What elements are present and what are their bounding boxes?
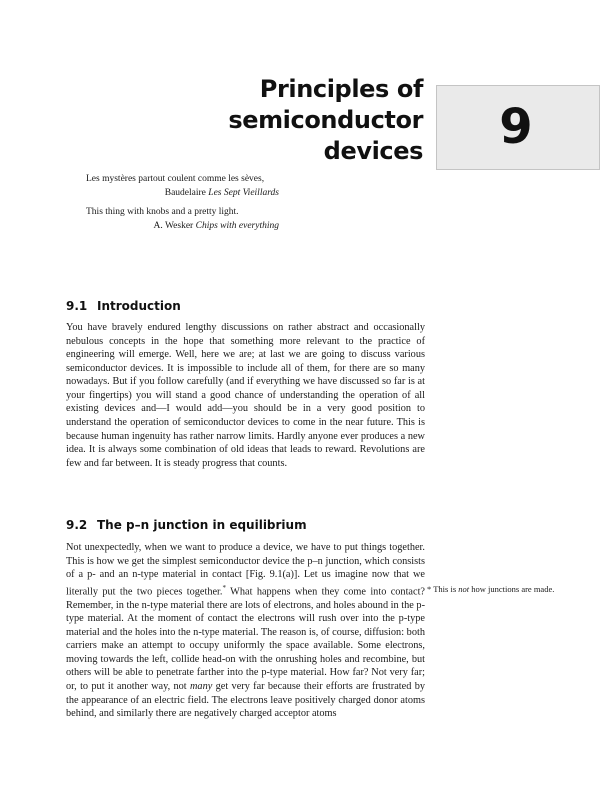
- epigraph-work: Chips with everything: [195, 220, 279, 231]
- epigraph-quote: Les mystères partout coulent comme les sèves,: [86, 174, 265, 184]
- epigraph-attribution: [86, 220, 279, 234]
- epigraph-author: A. Wesker: [153, 220, 194, 231]
- section-body-introduction: [66, 321, 425, 470]
- epigraph: [86, 206, 279, 233]
- section-title: The p–n junction in equilibrium: [97, 518, 307, 532]
- section-heading-introduction: [66, 298, 181, 314]
- epigraph-quote: This thing with knobs and a pretty light.: [86, 207, 239, 217]
- section-number: 9.2: [66, 518, 88, 532]
- paragraph-text: Not unexpectedly, when we want to produce a device, we have to put things together. This is how we get the simplest semiconductor device the p–n junction, which consists of a p- and an n-type material in contact [Fig. 9.1(a)]. Let us imagine now that we literally put the two pieces together.: [66, 542, 425, 598]
- paragraph-emphasis: many: [190, 681, 213, 693]
- section-heading-pn-junction: [66, 517, 307, 533]
- sidenote-emphasis: not: [458, 584, 470, 594]
- section-number: 9.1: [66, 299, 88, 313]
- sidenote-text: This is: [431, 584, 459, 594]
- sidenote: [427, 584, 554, 595]
- epigraphs: [86, 173, 279, 239]
- chapter-title: [66, 74, 423, 167]
- paragraph-text: get very far because their efforts are frustrated by the appearance of an electric field. The electrons leave positively charged donor atoms behind, and similarly there are negatively charged acceptor atoms: [66, 681, 425, 720]
- sidenote-marker: *: [427, 584, 432, 594]
- chapter-title-line-1: Principles of semiconductor: [228, 75, 423, 134]
- paragraph: [66, 541, 425, 721]
- paragraph: You have bravely endured lengthy discussions on rather abstract and occasionally nebulous concepts in the hope that something more relevant to the practice of engineering will emerge. Well, here we are; at last we are going to discuss various semiconductor devices. It is impossible to include all of them, for there are so many nowadays. But if you follow carefully (and if everything we have discussed so far is at your fingertips) you will stand a good chance of understanding the operation of all existing devices and—I would add—you should be in a very good position to understand the operation of semiconductor devices to come in the near future. This is because human ingenuity has rather narrow limits. Hardly anyone ever produces a new idea. It is always some combination of old ideas that leads to reward. Revolutions are few and far between. It is steady progress that counts.: [66, 322, 425, 469]
- epigraph-work: Les Sept Vieillards: [208, 187, 279, 198]
- epigraph-author: Baudelaire: [164, 187, 206, 198]
- chapter-title-line-2: devices: [323, 137, 423, 165]
- section-body-pn-junction: [66, 541, 425, 721]
- paragraph-text: What happens when they come into contact? Remember, in the n-type material there are lots of electrons, and holes abound in the p-type material. At the moment of contact the electrons will rush over into the p-type material and the holes into the n-type material. The reason is, of course, diffusion: both carriers make an attempt to occupy uniformly the space available. Some electrons, moving towards the left, collide head-on with the onrushing holes and recombine, but others will be able to penetrate farther into the p-type material. How far? Not very far; or, to put it another way, not: [66, 586, 426, 693]
- chapter-number: 9: [499, 99, 533, 155]
- epigraph: [86, 173, 279, 200]
- section-title: Introduction: [97, 299, 181, 313]
- sidenote-text: how junctions are made.: [469, 584, 555, 594]
- footnote-marker: *: [222, 583, 226, 592]
- epigraph-attribution: [86, 187, 279, 201]
